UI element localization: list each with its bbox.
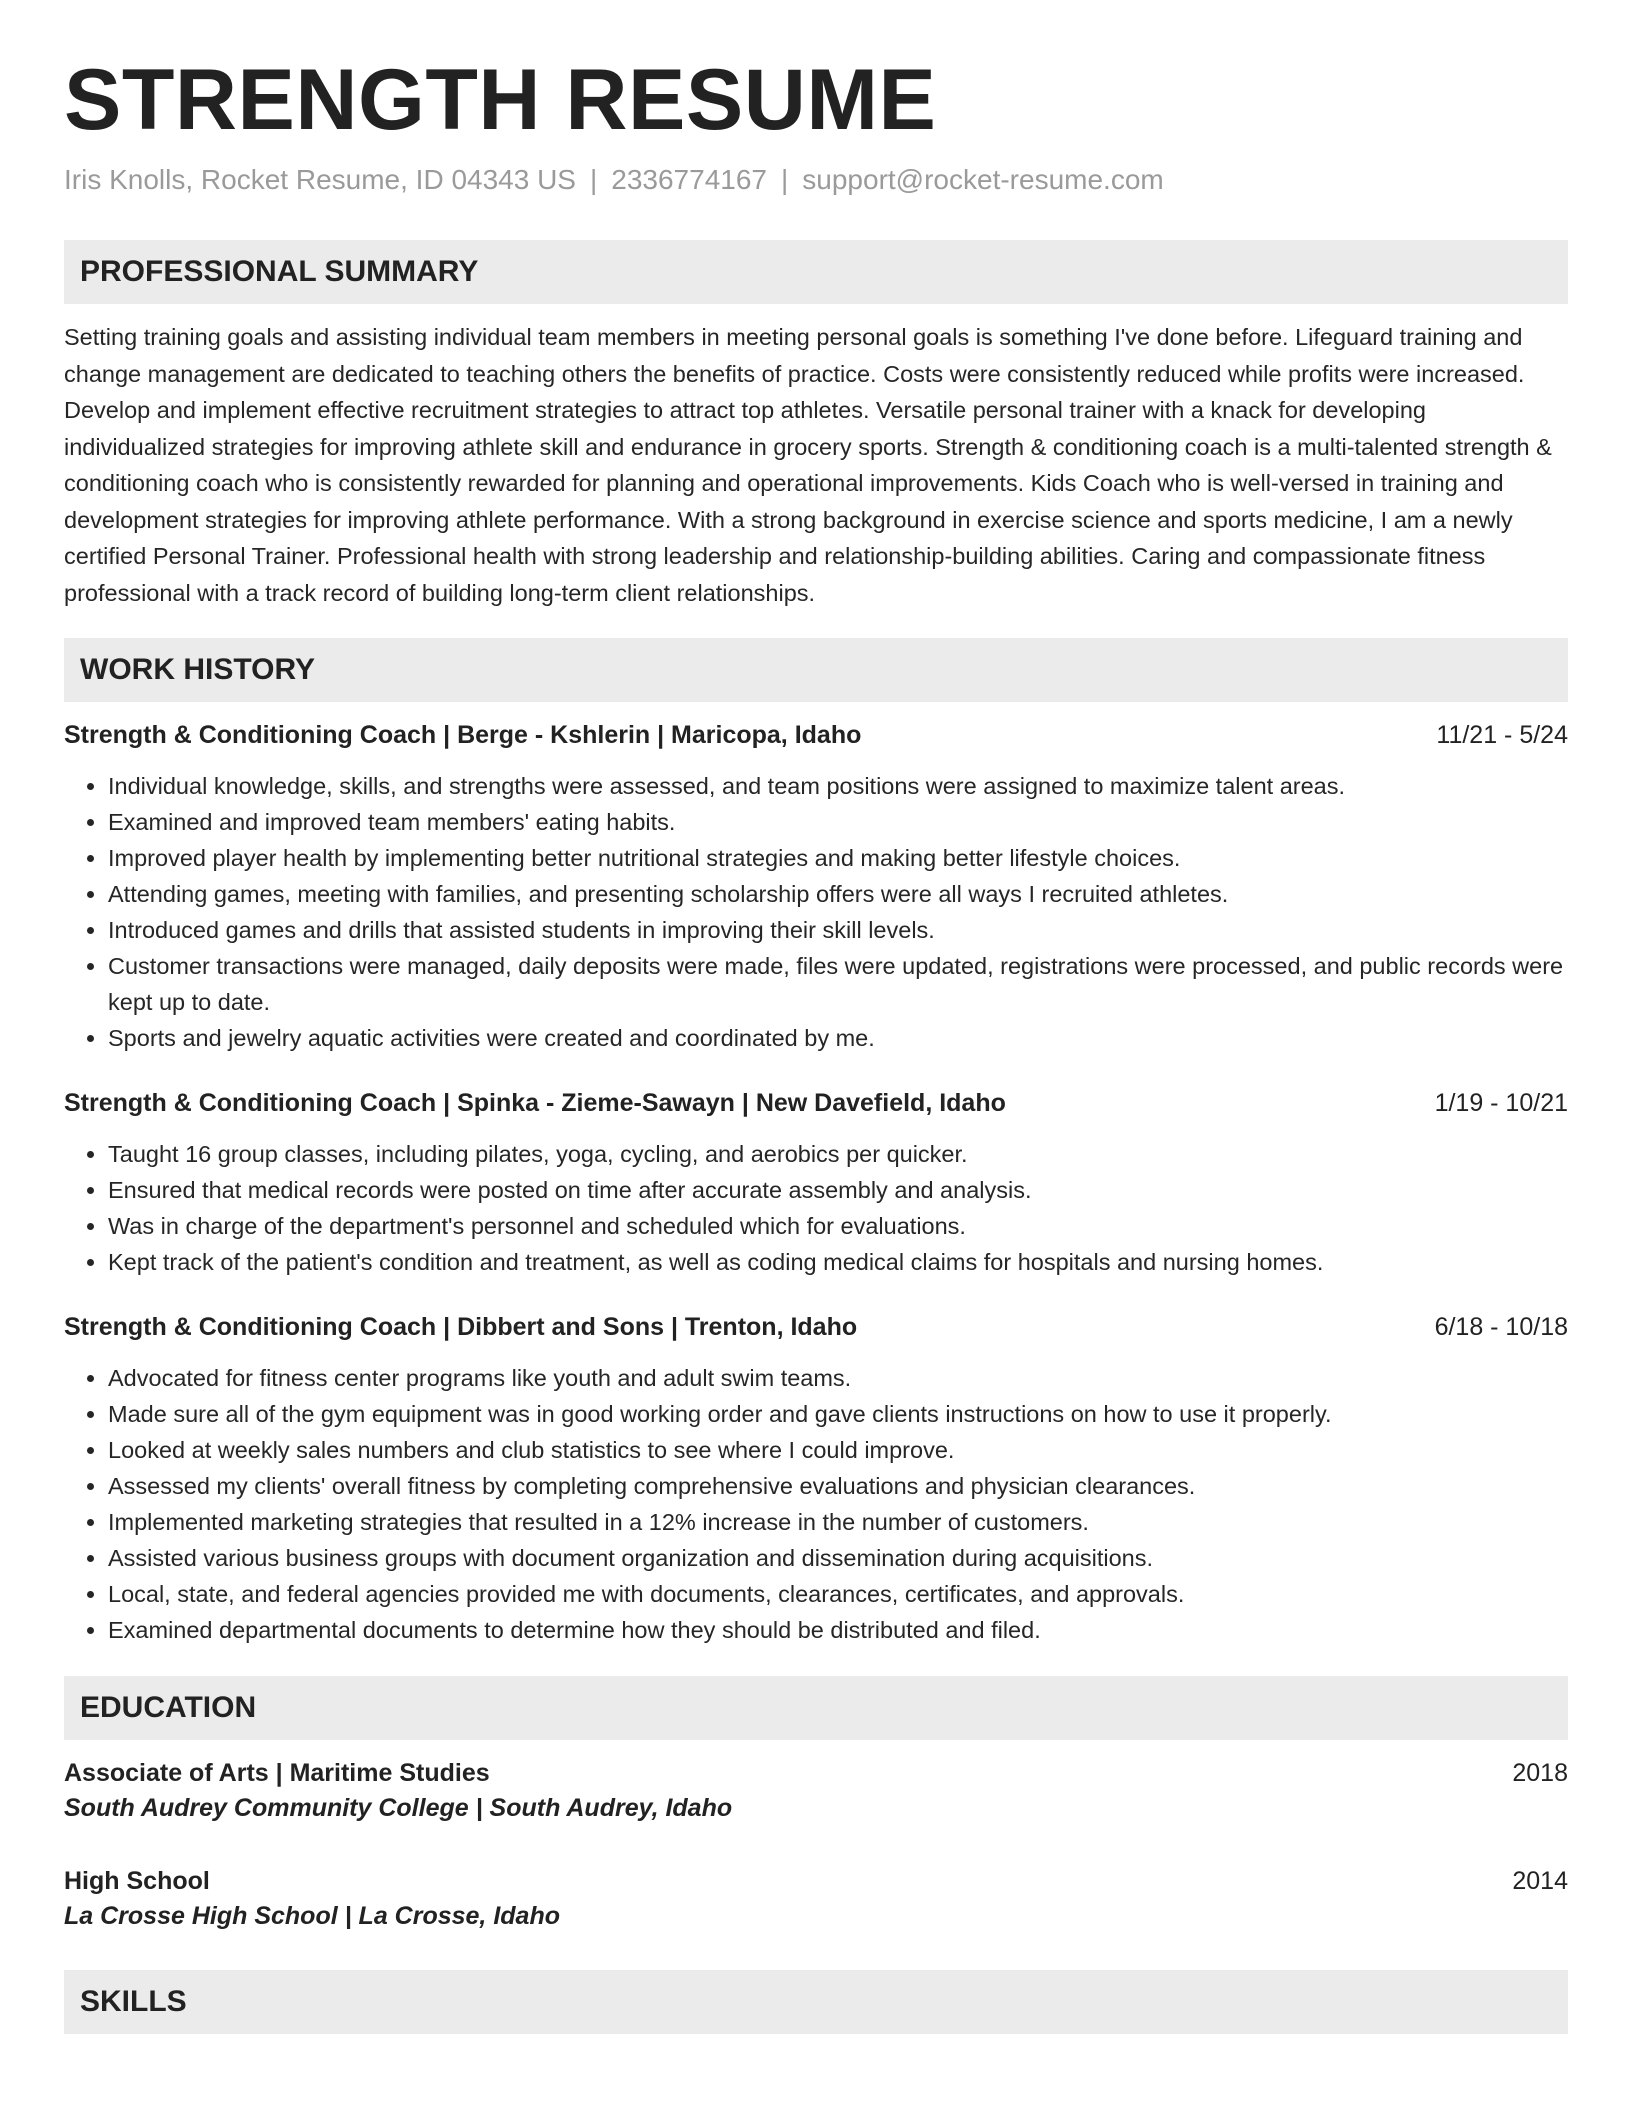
duty-item: • Examined and improved team members' eating habits. [108, 804, 1568, 840]
job-entry [64, 1310, 1568, 1648]
education-degree: Associate of Arts | Maritime Studies [64, 1759, 490, 1787]
duty-item: • Examined departmental documents to determine how they should be distributed and filed. [108, 1612, 1568, 1648]
duty-item: • Ensured that medical records were posted on time after accurate assembly and analysis. [108, 1172, 1568, 1208]
summary-section-header [64, 240, 1568, 304]
education-entry [64, 1756, 1568, 1826]
duty-item: • Assisted various business groups with document organization and dissemination during acquisitions. [108, 1540, 1568, 1576]
resume-page [64, 0, 1568, 2034]
summary-text: Setting training goals and assisting individual team members in meeting personal goals is something I've done before. Lifeguard training and change management are dedicated to teaching others the benefits of practice. Costs were consistently reduced while profits were increased. Develop and implement effective recruitment strategies to attract top athletes. Versatile personal trainer with a knack for developing individualized strategies for improving athlete skill and endurance in grocery sports. Strength & conditioning coach is a multi-talented strength & conditioning coach who is consistently rewarded for planning and operational improvements. Kids Coach who is well-versed in training and development strategies for improving athlete performance. With a strong background in exercise science and sports medicine, I am a newly certified Personal Trainer. Professional health with strong leadership and relationship-building abilities. Caring and compassionate fitness professional with a track record of building long-term client relationships. [64, 324, 1552, 606]
job-dates: 6/18 - 10/18 [1434, 1313, 1568, 1341]
duty-item: • Kept track of the patient's condition and treatment, as well as coding medical claims for hospitals and nursing homes. [108, 1244, 1568, 1280]
duty-item: • Implemented marketing strategies that resulted in a 12% increase in the number of customers. [108, 1504, 1568, 1540]
duty-item: • Looked at weekly sales numbers and club statistics to see where I could improve. [108, 1432, 1568, 1468]
duty-item: • Individual knowledge, skills, and strengths were assessed, and team positions were assigned to maximize talent areas. [108, 768, 1568, 804]
education-school: South Audrey Community College | South Audrey, Idaho [64, 1794, 733, 1822]
duty-item: • Attending games, meeting with families, and presenting scholarship offers were all ways I recruited athletes. [108, 876, 1568, 912]
job-title: Strength & Conditioning Coach | Dibbert and Sons | Trenton, Idaho [64, 1313, 858, 1341]
duty-item: • Improved player health by implementing better nutritional strategies and making better lifestyle choices. [108, 840, 1568, 876]
duty-item: • Customer transactions were managed, daily deposits were made, files were updated, registrations were processed, and public records were kept up to date. [108, 948, 1568, 1020]
duty-item: • Sports and jewelry aquatic activities were created and coordinated by me. [108, 1020, 1568, 1056]
job-header [64, 1310, 1568, 1344]
education-header [64, 1756, 1568, 1790]
job-entry [64, 718, 1568, 1056]
education-degree: High School [64, 1867, 210, 1895]
contact-separator: | [589, 164, 598, 195]
contact-phone: 2336774167 [611, 164, 767, 195]
work-section-header [64, 638, 1568, 702]
skills-section-header [64, 1970, 1568, 2034]
job-header [64, 718, 1568, 752]
education-school: La Crosse High School | La Crosse, Idaho [64, 1902, 560, 1930]
education-year: 2014 [1512, 1867, 1568, 1895]
contact-email: support@rocket-resume.com [802, 164, 1164, 195]
work-section-title: WORK HISTORY [80, 653, 316, 686]
job-dates: 11/21 - 5/24 [1436, 721, 1568, 749]
job-header [64, 1086, 1568, 1120]
education-section-title: EDUCATION [80, 1691, 257, 1724]
job-title: Strength & Conditioning Coach | Spinka - Zieme-Sawayn | New Davefield, Idaho [64, 1089, 1006, 1117]
job-dates: 1/19 - 10/21 [1434, 1089, 1568, 1117]
job-duties [64, 768, 1568, 1056]
education-header [64, 1864, 1568, 1898]
resume-title: STRENGTH RESUME [64, 52, 937, 148]
duty-item: • Taught 16 group classes, including pilates, yoga, cycling, and aerobics per quicker. [108, 1136, 1568, 1172]
summary-section-title: PROFESSIONAL SUMMARY [80, 255, 479, 288]
skills-section-title: SKILLS [80, 1985, 187, 2018]
job-entry [64, 1086, 1568, 1280]
education-year: 2018 [1512, 1759, 1568, 1787]
contact-address: Iris Knolls, Rocket Resume, ID 04343 US [64, 164, 576, 195]
job-title: Strength & Conditioning Coach | Berge - Kshlerin | Maricopa, Idaho [64, 721, 862, 749]
duty-item: • Introduced games and drills that assisted students in improving their skill levels. [108, 912, 1568, 948]
education-entry [64, 1864, 1568, 1934]
job-duties [64, 1136, 1568, 1280]
duty-item: • Made sure all of the gym equipment was in good working order and gave clients instructions on how to use it properly. [108, 1396, 1568, 1432]
job-duties [64, 1360, 1568, 1648]
duty-item: • Assessed my clients' overall fitness by completing comprehensive evaluations and physician clearances. [108, 1468, 1568, 1504]
education-section-header [64, 1676, 1568, 1740]
contact-separator: | [781, 164, 789, 195]
contact-line [64, 162, 1568, 202]
duty-item: • Local, state, and federal agencies provided me with documents, clearances, certificates, and approvals. [108, 1576, 1568, 1612]
duty-item: • Was in charge of the department's personnel and scheduled which for evaluations. [108, 1208, 1568, 1244]
duty-item: • Advocated for fitness center programs like youth and adult swim teams. [108, 1360, 1568, 1396]
